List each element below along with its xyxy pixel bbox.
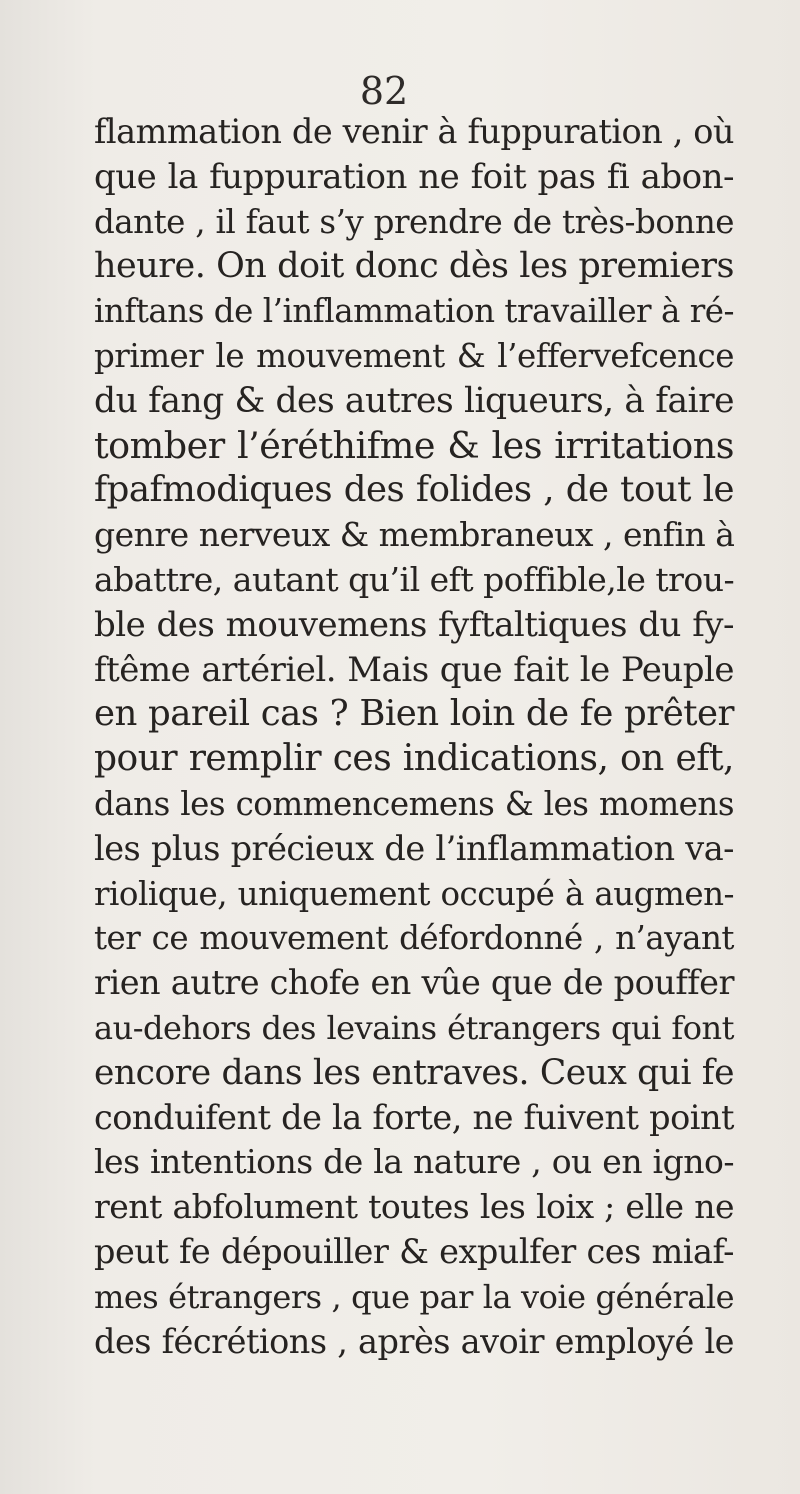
text-line: du fang & des autres liqueurs, à faire [94,380,734,421]
text-line: ble des mouvemens fyftaltiques du fy- [94,604,734,645]
text-line: rent abfolument toutes les loix ; elle ne [94,1187,734,1227]
text-line: inftans de l’inflammation travailler à ré- [94,292,734,331]
text-line: conduifent de la forte, ne fuivent point [94,1097,734,1137]
text-line: que la fuppuration ne foit pas fi abon- [94,156,734,197]
text-line: ftême artériel. Mais que fait le Peuple [94,649,734,690]
text-line: les plus précieux de l’inflammation va- [94,828,734,868]
text-line: les intentions de la nature , ou en igno- [94,1142,734,1182]
page-number: 82 [359,69,409,113]
text-line: pour remplir ces indications, on eft, [94,738,734,780]
text-line: flammation de venir à fuppuration , où [94,112,734,151]
text-line: rien autre chofe en vûe que de pouffer [94,963,734,1003]
body-text [94,110,734,1364]
text-line: dans les commencemens & les momens [94,784,734,823]
text-line: genre nerveux & membraneux , enfin à [94,515,735,555]
text-line: primer le mouvement & l’effervefcence [94,336,734,375]
text-line: riolique, uniquement occupé à augmen- [94,874,734,913]
text-line: fpafmodiques des folides , de tout le [94,469,734,511]
text-line: ter ce mouvement défordonné , n’ayant [94,919,734,958]
text-line: abattre, autant qu’il eft poffible,le trou- [94,559,735,599]
text-line: dante , il faut s’y prendre de très-bonne [94,202,734,241]
text-line: encore dans les entraves. Ceux qui fe [94,1052,734,1093]
text-line: mes étrangers , que par la voie générale [94,1277,734,1316]
text-line: au-dehors des levains étrangers qui font [94,1008,734,1047]
text-line: peut fe dépouiller & expulfer ces miaf- [94,1231,734,1271]
text-line: en pareil cas ? Bien loin de fe prêter [94,693,734,735]
text-line: tomber l’éréthifme & les irritations [94,423,734,467]
text-line: heure. On doit donc dès les premiers [94,246,734,287]
text-line: des fécrétions , après avoir employé le [94,1321,734,1361]
